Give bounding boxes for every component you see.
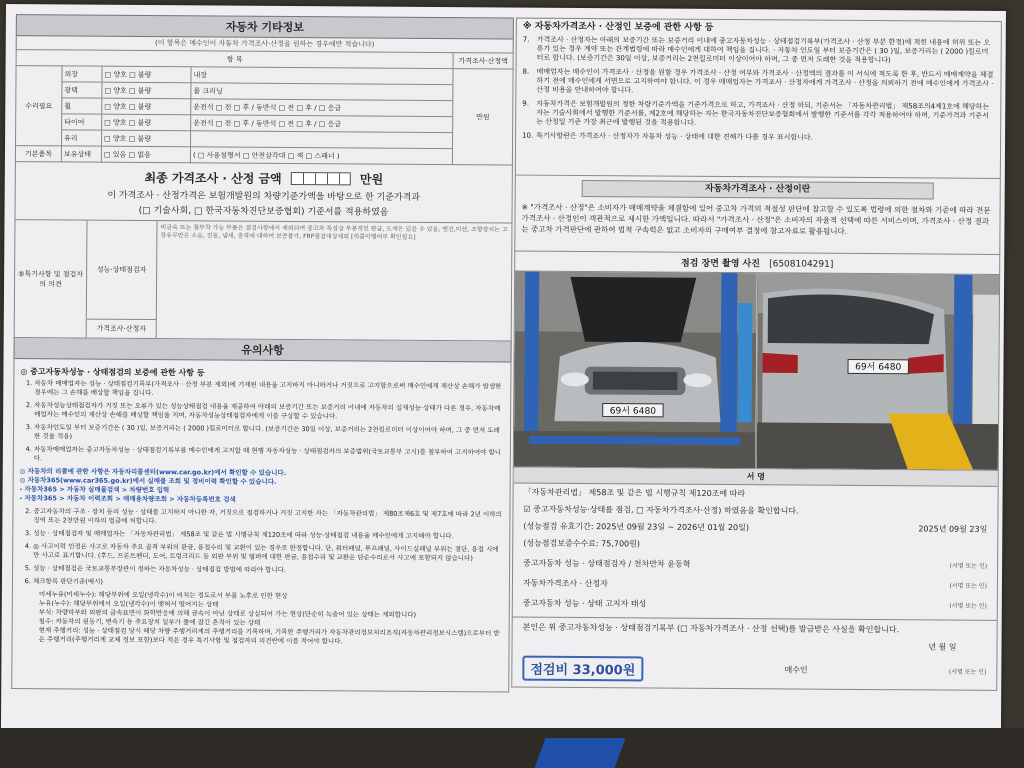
list-item: 1. 자동차 매매업자는 성능 · 상태점검기록부(가격조사 · 산정 부분 제외)에 기재된 내용을 고지하지 아니하거나 거짓으로 고지함으로써 매수인에게 재산상 손해가 발생한 경우에는 그 손해를 배상할 책임을 집니다. (34, 379, 504, 400)
special-inspector: 성능·상태점검자 (87, 221, 157, 320)
pricing-meaning-text: ※ "가격조사 · 산정"은 소비자가 매매계약을 체결함에 있어 중고차 가격의 적절성 판단에 참고할 수 있도록 법령에 의한 절차와 기준에 따라 전문 가격조사 · 산정인이 객관적으로 제시한 가액입니다. 따라서 "가격조사 · 산정"은 소비자의 자율적 선택에 따른 서비스이며, 가격조사 · 산정 결과는 중고차 가격판단에 관하여 법적 구속력은 없고 소비자의 구매여부 결정에 참고자료로 활용됩니다. (521, 202, 991, 236)
table-row: 유리 □ 양호 □ 불량 (16, 130, 513, 149)
pricing-warranty-section (515, 18, 1002, 179)
checkbox-accessories[interactable]: ( □ 사용설명서 □ 안전삼각대 □ 잭 □ 스패너 ) (190, 147, 452, 165)
list-item: 3. 성능 · 상태점검자 및 매매업자는 「자동차관리법」 제58조 및 같은 법 시행규칙 제120조에 따라 성능·상태점검 내용을 매수인에게 고지해야 합니다. (33, 529, 503, 541)
basic-label: 기본품목 (15, 146, 61, 162)
buyer-label: 매수인 (784, 665, 808, 675)
checkbox-glass[interactable]: □ 양호 □ 불량 (102, 130, 191, 147)
recall-link[interactable]: ◎ 자동차의 리콜에 관한 사항은 자동차리콜센터(www.car.go.kr)에서 확인할 수 있습니다. (19, 467, 287, 477)
final-note-2: (□ 기술사회, □ 한국자동차진단보증협회) 기준서를 적용하였음 (138, 205, 389, 218)
col-price: 가격조사·산정액 (453, 53, 513, 69)
list-item: 누유(누수): 해당부위에서 오일(냉각수)이 맺혀서 떨어지는 상태 (38, 599, 219, 609)
checkbox-possession[interactable]: □ 있음 □ 없음 (101, 146, 190, 163)
price-unit: 만원 (452, 69, 513, 165)
caution-list-2 (19, 507, 504, 589)
notifier-name: 중고자동차 성능 · 상태 고지자 태성 (522, 598, 647, 609)
caution-heading: ◎ 중고자동차성능 · 상태점검의 보증에 관한 사항 등 (20, 367, 205, 378)
section-title-etc: 자동차 기타정보 (16, 14, 514, 39)
photo-id: [6508104291] (769, 259, 834, 270)
list-item: 4. ◎ 사고이력 인정은 사고로 자동차 주요 골격 부위의 판금, 용접수리 및 교환이 있는 경우로 한정합니다. 단, 쿼터패널, 루프패널, 사이드실패널 부위는 절단, 용접 시에만 사고로 표기합니다. (후드, 프론트펜더, 도어, 트렁크리드 등 외판 부위 및 범퍼에 대한 판금, 용접수리 및 교환은 단순수리로서 사고에 포함되지 않습니다) (33, 542, 503, 563)
pricing-meaning-section (514, 176, 1001, 255)
checkbox-tire[interactable]: □ 양호 □ 불량 (102, 114, 191, 131)
list-item: 4. 자동차매매업자는 중고자동차성능 · 상태점검기록부를 매수인에게 고지할 때 현행 자동차성능 · 상태점검자의 보증범위(국토교통부 고시)를 첨부하여 고지하여야 합니다. (34, 445, 504, 466)
list-item: 5. 성능 · 상태점검은 국토교통부장관이 정하는 자동차성능 · 상태점검 방법에 따라야 합니다. (33, 564, 503, 576)
signature-section (511, 468, 999, 691)
special-pricer: 가격조사·산정자 (96, 324, 147, 333)
car365-path-2: - 자동차365 > 자동차 이력조회 > 매매용차량조회 > 자동차등록번호 검색 (19, 494, 236, 504)
signature-title: 서 명 (514, 468, 998, 487)
sign-or-seal: (서명 또는 인) (948, 668, 987, 676)
special-note-text: 비금속 또는 철부착 가능 부품은 점검사항에서 제외되며 중고차 특성상 부분적인 판금, 도색은 있을 수 있음, 엔진,미션, 조향장치는 고장유무만은 소음, 진동, 냄새, 충격에 대하여 보증불가, FRP점검대상제외 [리콜이행여부 확인필요] (160, 224, 508, 241)
final-price-input[interactable] (291, 172, 351, 185)
background-table-edge (0, 728, 1024, 768)
list-item: 미세누유(미세누수): 해당부위에 오일(냉각수)이 비치는 정도로서 부품 노후로 인한 현상 (38, 590, 288, 600)
list-item: 침수: 자동차의 원동기, 변속기 등 주요장치 일부가 물에 잠긴 흔적이 있는 상태 (38, 617, 261, 627)
list-item: 6. 체크항목 판단기준(예시) (33, 577, 503, 589)
final-price-unit: 만원 (359, 172, 384, 187)
list-item: 2. 자동차성능상태점검자가 거짓 또는 오류가 있는 성능상태점검 내용을 제공하여 아래의 보증기간 또는 보증거리 이내에 자동차의 실제성능·상태가 다른 경우, 자동차매매업자는 매수인의 재산상 손해를 배상할 책임을 지며, 자동차성능상태점검자에게 이를 구상할 수 있습니다. (34, 401, 504, 422)
right-page (511, 18, 1002, 731)
inspector-name: 중고자동차 성능 · 상태점검자 / 천차만차 윤동혁 (523, 558, 691, 569)
list-item: 2. 중고자동차의 구조 · 장치 등의 성능 · 상태를 고지하지 아니한 자, 거짓으로 점검하거나 거짓 고지한 자는 「자동차관리법」 제80조제6호 및 제7호에 따라 2년 이하의 징역 또는 2천만원 이하의 벌금에 처합니다. (33, 507, 503, 528)
front-car-photo (514, 272, 758, 469)
table-row: 기본품목 보유상태 □ 있음 □ 없음 ( □ 사용설명서 □ 안전삼각대 □ 잭 □ 스패너 ) (15, 146, 512, 165)
rear-car-image (756, 273, 999, 470)
checkbox-tire-position[interactable]: 운전석 □ 전 □ 후 / 동반석 □ 전 □ 후 / □ 응급 (191, 115, 453, 133)
criteria-list (19, 590, 503, 647)
validity-period: (성능점검 유효기간: 2025년 09월 23일 ~ 2026년 01월 20일) (523, 521, 750, 533)
special-label: ⑤특기사항 및 점검자의 의견 (15, 220, 88, 337)
table-row: 광택 □ 양호 □ 불량 룸 크리닝 (16, 82, 513, 101)
rear-plate-text: 69서 6480 (854, 362, 901, 373)
col-item: 항 목 (16, 50, 453, 69)
special-notes (14, 220, 513, 341)
final-note-1: 이 가격조사 · 산정가격은 보험개발원의 차량기준가액을 바탕으로 한 기준가격과 (107, 190, 421, 203)
list-item: 8. 매매업자는 매수인이 가격조사 · 산정을 원할 경우 가격조사 · 산정 여부와 가격조사 · 산정액의 결과를 이 서식에 적도록 한 후, 반드시 매매계약을 체결하기 전에 매수인에게 서면으로 고지하여야 합니다. 이 경우 매매업자는 가격조사 · 산정자에게 가격조사 · 산정을 의뢰하기 전에 매수인에게 가격조사 · 산정 비용을 안내하여야 합니다. (522, 67, 994, 95)
list-item: 3. 자동차인도일 부터 보증기간은 ( 30 )일, 보증거리는 ( 2000 )킬로미터로 합니다. (보증기간은 30일 이상, 보증거리는 2천킬로미터 이상이어야 하며, 그 중 먼저 도래한 것을 적용) (34, 423, 504, 444)
checkbox-wheel[interactable]: □ 양호 □ 불량 (102, 98, 191, 115)
checkbox-room-cleaning[interactable]: 룸 크리닝 (191, 83, 453, 101)
front-plate-text: 69서 6480 (609, 406, 657, 417)
repair-table (15, 49, 514, 165)
sign-or-seal: (서명 또는 인) (949, 562, 988, 570)
sign-or-seal: (서명 또는 인) (949, 602, 987, 610)
buyer-date: 년 월 일 (928, 642, 957, 652)
pricing-items (522, 36, 995, 144)
special-roles (87, 221, 158, 338)
caution-list (20, 379, 505, 466)
list-item: 부식: 차량하부와 외판의 금속표면이 화학반응에 의해 금속이 아닌 상태로 상실되어 가는 현상(단순히 녹슬어 있는 상태는 제외합니다) (38, 608, 417, 619)
repair-label: 수리필요 (16, 66, 63, 146)
pricer-name: 자동차가격조사 · 산정자 (522, 578, 608, 589)
issue-date: 2025년 09월 23일 (918, 524, 988, 534)
sign-law: 「자동차관리법」 제58조 및 같은 법 시행규칙 제120조에 따라 (523, 487, 746, 499)
checkbox-wheel-position[interactable]: 운전석 □ 전 □ 후 / 동반석 □ 전 □ 후 / □ 응급 (191, 99, 453, 117)
checkbox-interior[interactable]: 내장 (191, 67, 453, 85)
checkbox-gloss[interactable]: □ 양호 □ 불량 (102, 82, 191, 99)
table-row: 휠 □ 양호 □ 불량 운전석 □ 전 □ 후 / 동반석 □ 전 □ 후 / □ 응급 (16, 98, 513, 117)
rear-car-photo (756, 273, 999, 470)
left-page (11, 14, 514, 727)
list-item: 10. 특기사항란은 가격조사 · 산정자가 자동차 성능 · 상태에 대한 견해가 다를 경우 표시합니다. (522, 131, 813, 142)
caution-title: 유의사항 (14, 338, 512, 362)
front-car-image (514, 272, 757, 469)
car365-link[interactable]: ◎ 자동차365(www.car365.go.kr)에서 실매물 조회 및 정비이력 확인할 수 있습니다. (19, 476, 277, 486)
caution-body (11, 359, 511, 692)
photo-title: 점검 장면 촬영 사진 (680, 258, 760, 270)
buyer-row (512, 653, 996, 690)
pricing-section-title: ※ 자동차가격조사 · 산정인 보증에 관한 사항 등 (522, 21, 714, 33)
document-sheet (1, 4, 1006, 735)
inspection-photos (513, 272, 1000, 471)
car365-path-1: - 자동차365 > 자동차 실매물검색 > 차량번호 입력 (19, 485, 170, 495)
buyer-confirm: 본인은 위 중고자동차성능 · 상태점검기록부 (□ 자동차가격조사 · 산정 선택)를 발급받은 사실을 확인합니다. (522, 622, 900, 635)
sign-check[interactable]: ☑ 중고자동차성능·상태를 점검, □ 자동차가격조사·산정) 하였음을 확인합니다. (523, 504, 799, 516)
inspection-fee-stamp: 점검비 33,000원 (522, 656, 643, 682)
checkbox-exterior[interactable]: □ 양호 □ 불량 (102, 66, 191, 83)
notifier-row (513, 592, 997, 621)
final-price-title: 최종 가격조사 · 산정 금액 (144, 170, 282, 186)
list-item: 7. 가격조사 · 산정자는 아래의 보증기간 또는 보증거리 이내에 중고자동차성능 · 상태점검기록부(가격조사 · 산정 부분 한정)에 적힌 내용에 허위 또는 오류가 있는 경우 계약 또는 관계법령에 따라 매수인에게 대하여 책임을 집니다. · 자동차 인도일 부터 보증기간은 ( 30 )일, 보증거리는 ( 2000 )킬로미터로 합니다. (보증기간은 30일 이상, 보증거리는 2천킬로미터 이상이어야 하며, 그 중 먼저 도래한 것을 적용합니다) (522, 35, 991, 65)
table-row: 수리필요 외장 □ 양호 □ 불량 내장 만원 (16, 66, 513, 85)
warranty-fee: (성능점검보증수수료: 75,700원) (523, 538, 641, 549)
list-item: 9. 자동차가격은 보험개발원의 정한 차량기준가액을 기준가격으로 하고, 가격조사 · 산정 하되, 기준서는 「자동차관리법」 제58조의4제1호에 해당하는 자는 기술사회에서 발행한 기준서를, 제2호에 해당하는 자는 한국자동차진단보증협회에서 발행한 기준서를 각각 적용하여야 하며, 기준가격과 기준서는 산정일 기준 가장 최근에 발행된 것을 적용합니다. (522, 99, 990, 127)
table-row: 타이어 □ 양호 □ 불량 운전석 □ 전 □ 후 / 동반석 □ 전 □ 후 / □ 응급 (16, 114, 513, 133)
blue-object (535, 738, 626, 768)
sign-or-seal: (서명 또는 인) (949, 582, 987, 590)
final-price-block (14, 162, 512, 223)
pricing-meaning-title: 자동차가격조사 · 산정이란 (582, 180, 934, 199)
list-item: 현재 주행거리: 성능 · 상태점검 당시 해당 차량 주행거리계의 주행거리를 기록하며, 기록한 주행거리가 자동차관리정보처리조직(자동차관리정보시스템)으로부터 받은 주행거리(주행거리계 교체 정보 포함)보다 적은 경우 특기사항 및 점검자의 의견란에 이를 적어야 합니다. (38, 626, 500, 646)
section-subtitle: (이 항목은 매수인이 자동차 가격조사·산정을 원하는 경우에만 적습니다) (16, 36, 514, 52)
